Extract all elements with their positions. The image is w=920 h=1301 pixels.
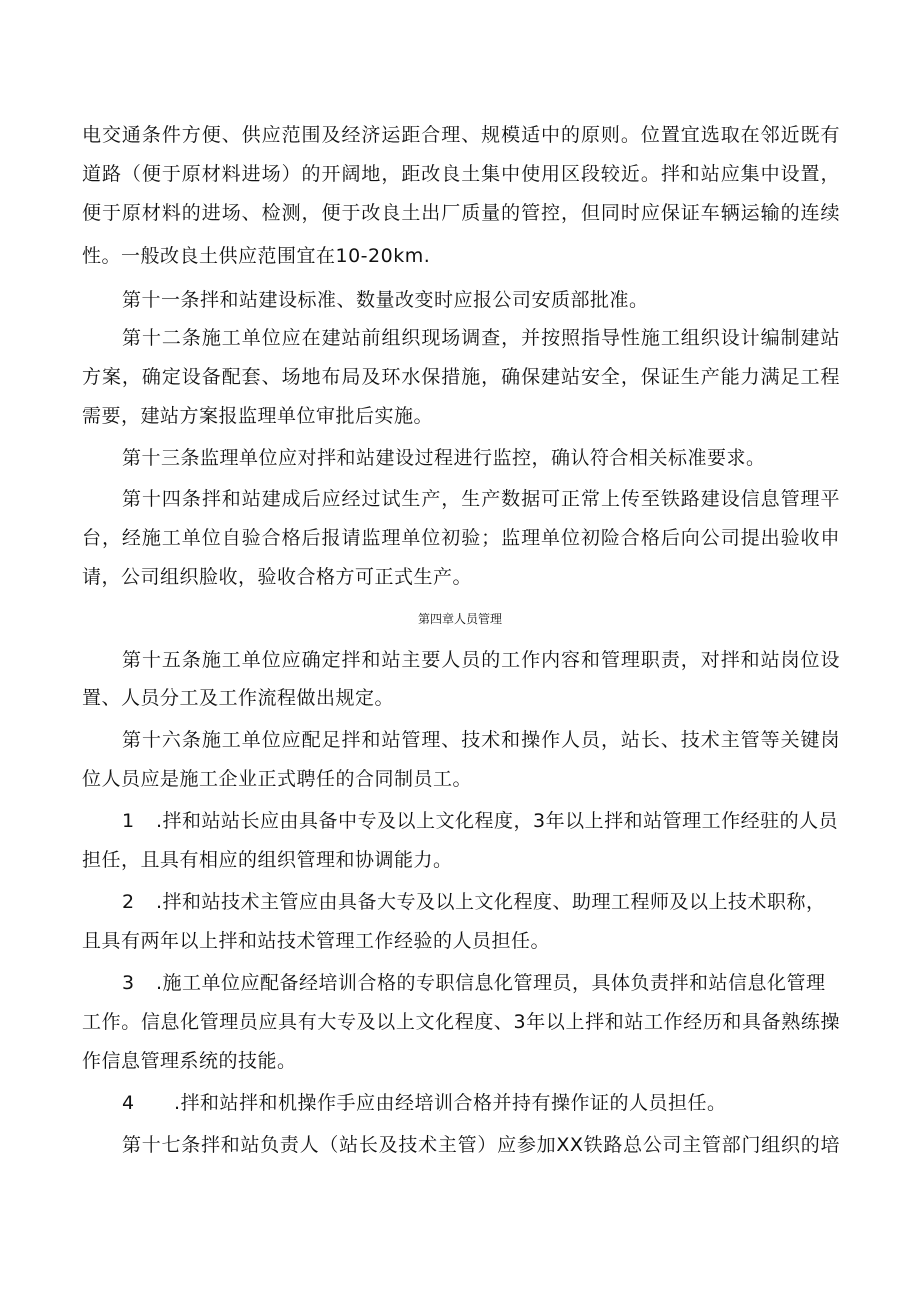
text-line: 需要，建站方案报监理单位审批后实施。: [82, 405, 434, 427]
article-15: 第十五条施工单位应确定拌和站主要人员的工作内容和管理职责，对拌和站岗位设: [122, 649, 840, 671]
text-line: 作信息管理系统的技能。: [82, 1050, 297, 1072]
text-line: 方案，确定设备配套、场地布局及环水保措施，确保建站安全，保证生产能力满足工程: [82, 366, 840, 388]
article-13: 第十三条监理单位应对拌和站建设过程进行监控，确认符合相关标准要求。: [122, 447, 766, 469]
article-16: 第十六条施工单位应配足拌和站管理、技术和操作人员，站长、技术主管等关键岗: [122, 729, 840, 751]
item-text: .拌和站站长应由具备中专及以上文化程度，3年以上拌和站管理工作经驻的人员: [156, 810, 839, 832]
text-line: 担任，且具有相应的组织管理和协调能力。: [82, 849, 453, 871]
list-item-2: [122, 884, 826, 920]
text-line: 请，公司组织脸收，验收合格方可正式生产。: [82, 566, 473, 588]
item-text: .拌和站技术主管应由具备大专及以上文化程度、助理工程师及以上技术职称，: [156, 891, 826, 913]
list-item-4: [122, 1085, 727, 1121]
text-line: 台，经施工单位自验合格后报请监理单位初验；监理单位初险合格后向公司提出验收申: [82, 527, 840, 549]
text-line: 电交通条件方便、供应范围及经济运距合理、规模适中的原则。位置宜选取在邻近既有: [82, 124, 840, 146]
text-line: 且具有两年以上拌和站技术管理工作经验的人员担任。: [82, 930, 551, 952]
text-line: 道路（便于原材料进场）的开阔地，距改良土集中使用区段较近。拌和站应集中设置，: [82, 163, 840, 185]
item-text: .拌和站拌和机操作手应由经培训合格并持有操作证的人员担任。: [174, 1092, 727, 1114]
chapter-heading: 第四章人员管理: [417, 612, 502, 626]
text-line: 性。一般改良土供应范围宜在10-20km.: [82, 245, 431, 267]
list-item-1: [122, 803, 838, 839]
list-item-3: [122, 965, 826, 1001]
text-line: 便于原材料的进场、检测，便于改良土出厂质量的管控，但同时应保证车辆运输的连续: [82, 202, 840, 224]
article-17: 第十七条拌和站负责人（站长及技术主管）应参加XX铁路总公司主管部门组织的培: [122, 1134, 840, 1156]
item-number: 3: [122, 972, 135, 994]
article-14: 第十四条拌和站建成后应经过试生产，生产数据可正常上传至铁路建设信息管理平: [122, 488, 840, 510]
item-number: 1: [122, 810, 135, 832]
text-line: 位人员应是施工企业正式聘任的合同制员工。: [82, 768, 473, 790]
text-line: 置、人员分工及工作流程做出规定。: [82, 687, 395, 709]
item-number: 2: [122, 891, 135, 913]
text-line: 工作。信息化管理员应具有大专及以上文化程度、3年以上拌和站工作经历和具备熟练操: [82, 1011, 840, 1033]
item-text: .施工单位应配备经培训合格的专职信息化管理员，具体负责拌和站信息化管理: [156, 972, 826, 994]
article-12: 第十二条施工单位应在建站前组织现场调查，并按照指导性施工组织设计编制建站: [122, 327, 840, 349]
item-number: 4: [122, 1092, 135, 1114]
article-11: 第十一条拌和站建设标准、数量改变时应报公司安质部批准。: [122, 289, 649, 311]
